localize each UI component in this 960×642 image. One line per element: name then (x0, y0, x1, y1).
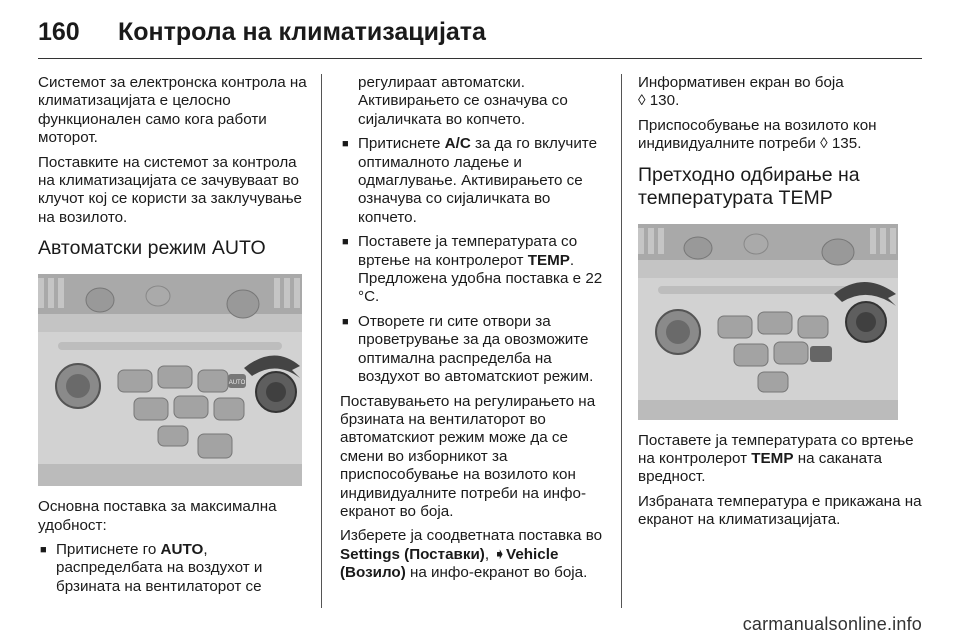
black-square-bullet-icon: ■ (342, 315, 349, 328)
paragraph: Изберете ја соодветната поставка во Settings (Поставки), ➧Vehicle (Возило) на инфо-екранот во боја. (340, 527, 603, 582)
section-heading-temp: Претходно одбирање на температурата TEMP (638, 163, 860, 209)
triangle-arrow-icon: ➧ (493, 545, 507, 563)
column-divider-2 (621, 74, 622, 608)
paragraph: регулираат автоматски. Активирањето се означува со сијаличката во копчето. (358, 74, 568, 128)
paragraph: Избраната температура е прикажана на екранот на климатизацијата. (638, 492, 922, 529)
paragraph: Поставете ја температурата со вртење на контролерот TEMP на саканата вредност. (638, 431, 914, 486)
list-item-text: Поставете ја температурата со вртење на контролерот TEMP. Предложена удобна поставка е 22 °C. (358, 233, 603, 306)
climate-panel-illustration-auto (38, 274, 302, 486)
list-item-text: Притиснете го AUTO, распределбата на воздухот и брзината на вентилаторот се (56, 541, 263, 595)
triangle-arrow-icon: ◊ (638, 92, 650, 110)
list-item (38, 541, 310, 596)
black-square-bullet-icon: ■ (342, 138, 349, 151)
climate-panel-drawing (38, 274, 302, 486)
cross-reference: Приспособување на возилото кон индивидуалните потреби ◊ 135. (638, 116, 877, 153)
climate-panel-drawing (638, 224, 898, 420)
control-temp: TEMP (527, 251, 570, 269)
list-item (340, 313, 608, 387)
paragraph: Основна поставка за максимална удобност: (38, 498, 277, 534)
menu-settings: Settings (Поставки) (340, 545, 485, 563)
climate-panel-illustration-temp (638, 224, 898, 420)
page-number: 160 (38, 18, 80, 46)
triangle-arrow-icon: ◊ (820, 135, 832, 153)
column-3 (638, 74, 922, 536)
section-heading-auto: Автоматски режим AUTO (38, 237, 266, 260)
menu-vehicle: Vehicle (Возило) (340, 545, 559, 582)
header-divider (38, 58, 922, 59)
black-square-bullet-icon: ■ (342, 236, 349, 249)
column-2 (340, 74, 608, 589)
paragraph: Системот за електронска контрола на климатизацијата е целосно функционален само кога работи моторот. (38, 74, 307, 147)
auto-button-label: AUTO (228, 380, 246, 387)
list-item-text: Притиснете A/C за да го вклучите оптималното ладење и одмаглување. Активирањето се означува со сијаличката во копчето. (358, 135, 598, 226)
control-temp: TEMP (751, 450, 794, 468)
paragraph: Поставувањето на регулирањето на брзината на вентилаторот во автоматскиот режим може да се смени во изборникот за приспособување на возилото кон индивидуалните потреби на инфо-екранот во боја. (340, 392, 596, 520)
control-ac: A/C (444, 135, 471, 153)
list-item (340, 233, 608, 307)
page-ref: 130. (649, 92, 680, 110)
paragraph: Поставките на системот за контрола на климатизацијата се зачувуваат во клучот кој се користи за заклучување на возилото. (38, 153, 302, 226)
black-square-bullet-icon: ■ (40, 544, 47, 557)
list-item-text: Отворете ги сите отвори за проветрување за да овозможите оптимална распределба на воздухот во автоматскиот режим. (358, 312, 594, 386)
page-title: Контрола на климатизацијата (118, 18, 486, 46)
site-watermark: carmanualsonline.info (742, 614, 922, 634)
column-1 (38, 74, 310, 602)
page-ref: 135. (831, 135, 862, 153)
control-auto: AUTO (160, 541, 204, 559)
page-header (38, 14, 922, 54)
list-item (340, 135, 608, 227)
column-divider-1 (321, 74, 322, 608)
cross-reference: Информативен екран во боја ◊ 130. (638, 74, 844, 110)
